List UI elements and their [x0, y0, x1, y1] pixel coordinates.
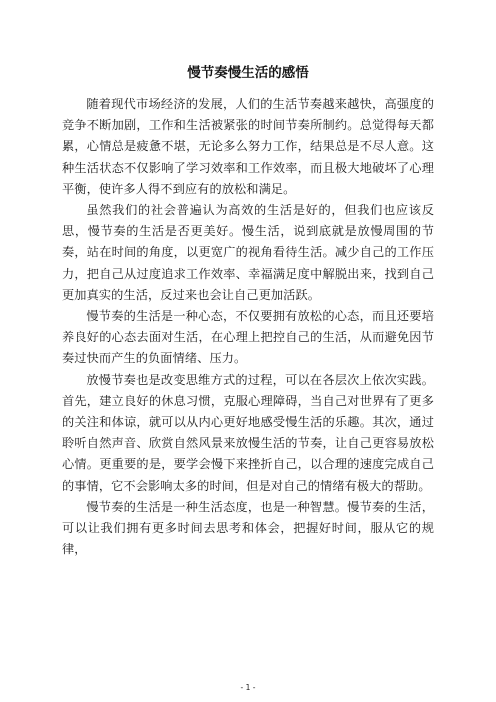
paragraph: 放慢节奏也是改变思维方式的过程，可以在各层次上依次实践。首先，建立良好的休息习惯，克服心理障碍，当自己对世界有了更多的关注和体谅，就可以从内心更好地感受慢生活的乐趣。其次，通过聆听自然声音、欣赏自然风景来放慢生活的节奏，让自己更容易放松心情。更重要的是，要学会慢下来挫折自己，以合理的速度完成自己的事情，它不会影响太多的时间，但是对自己的情绪有极大的帮助。: [62, 372, 434, 493]
document-body: [62, 94, 434, 560]
paragraph: 随着现代市场经济的发展，人们的生活节奏越来越快，高强度的竞争不断加剧，工作和生活被紧张的时间节奏所制约。总觉得每天都累，心情总是疲惫不堪，无论多么努力工作，结果总是不尽人意。这种生活状态不仅影响了学习效率和工作效率，而且极大地破坏了心理平衡，使许多人得不到应有的放松和满足。: [62, 97, 434, 196]
paragraph: 慢节奏的生活是一种心态，不仅要拥有放松的心态，而且还要培养良好的心态去面对生活，在心理上把控自己的生活，从而避免因节奏过快而产生的负面情绪、压力。: [62, 309, 434, 366]
document-title: 慢节奏慢生活的感悟: [187, 65, 309, 81]
paragraph: 虽然我们的社会普遍认为高效的生活是好的，但我们也应该反思，慢节奏的生活是否更美好。慢生活，说到底就是放慢周围的节奏，站在时间的角度，以更宽广的视角看待生活。减少自己的工作压力，把自己从过度追求工作效率、幸福满足度中解脱出来，找到自己更加真实的生活，反过来也会让自己更加活跃。: [62, 203, 434, 302]
page-number: - 1 -: [240, 683, 256, 692]
paragraph: 慢节奏的生活是一种生活态度，也是一种智慧。慢节奏的生活，可以让我们拥有更多时间去思考和体会，把握好时间，服从它的规律，: [62, 499, 434, 557]
